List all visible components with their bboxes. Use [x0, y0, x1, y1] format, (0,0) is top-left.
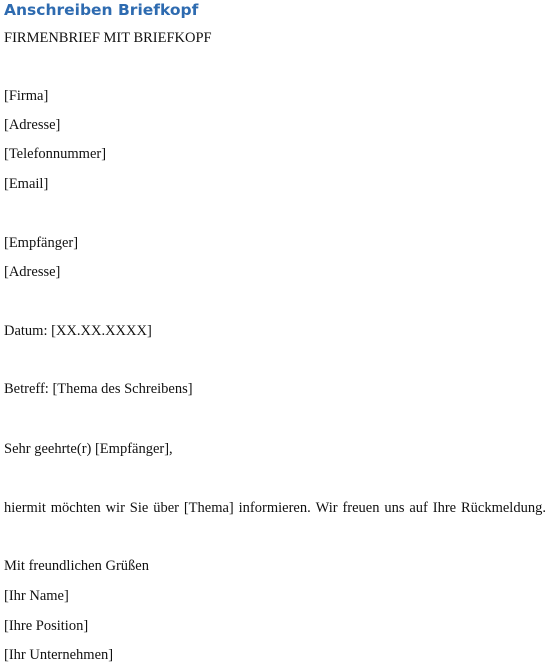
- subject-line: Betreff: [Thema des Schreibens]: [4, 381, 193, 397]
- body-word: [Thema]: [183, 500, 234, 516]
- signature-company: [Ihr Unternehmen]: [4, 647, 114, 663]
- recipient-name: [Empfänger]: [4, 235, 79, 251]
- recipient-address: [Adresse]: [4, 264, 61, 280]
- signature-name: [Ihr Name]: [4, 588, 69, 604]
- sender-phone: [Telefonnummer]: [4, 146, 107, 162]
- letter-document: [4, 0, 548, 663]
- body-word: informieren.: [238, 500, 311, 516]
- date-line: Datum: [XX.XX.XXXX]: [4, 323, 152, 339]
- body-word: hiermit: [4, 500, 46, 516]
- body-word: Sie: [129, 500, 149, 516]
- body-word: freuen: [342, 500, 380, 516]
- body-word: Wir: [315, 500, 338, 516]
- body-word: möchten: [50, 500, 101, 516]
- signature-position: [Ihre Position]: [4, 618, 89, 634]
- body-word: wir: [105, 500, 125, 516]
- body-paragraph: [4, 499, 546, 517]
- body-word: uns: [384, 500, 405, 516]
- salutation: Sehr geehrte(r) [Empfänger],: [4, 441, 173, 457]
- body-word: Rückmeldung.: [460, 500, 546, 516]
- document-subheading: FIRMENBRIEF MIT BRIEFKOPF: [4, 30, 212, 46]
- body-word: Ihre: [432, 500, 457, 516]
- body-word: auf: [409, 500, 428, 516]
- document-heading: Anschreiben Briefkopf: [4, 1, 199, 19]
- closing: Mit freundlichen Grüßen: [4, 558, 149, 574]
- body-word: über: [153, 500, 179, 516]
- sender-address: [Adresse]: [4, 117, 61, 133]
- sender-company: [Firma]: [4, 88, 49, 104]
- sender-email: [Email]: [4, 176, 49, 192]
